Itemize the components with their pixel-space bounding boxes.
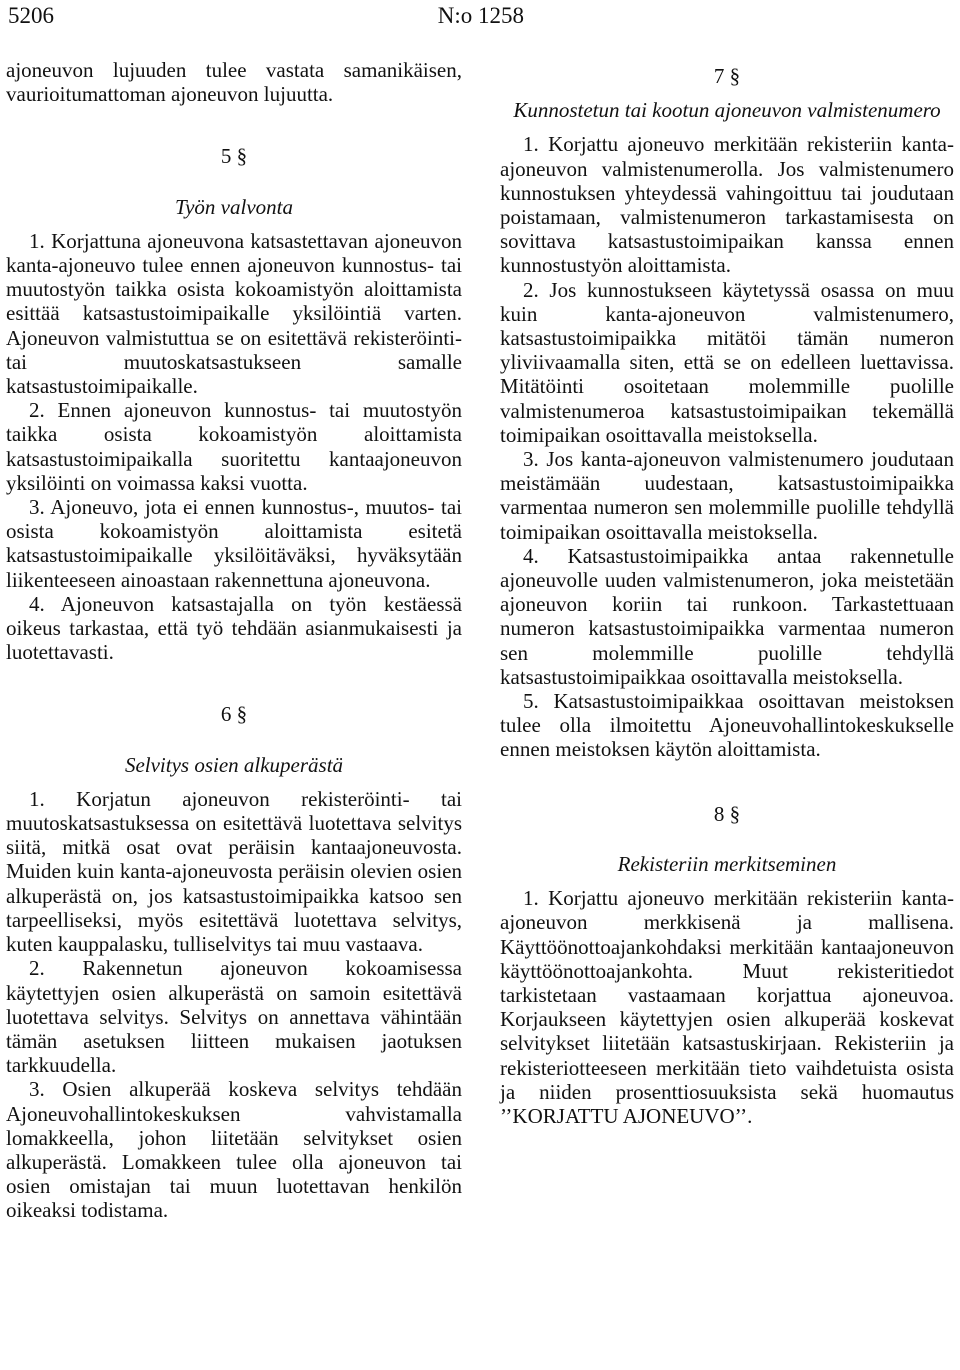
section-6-title: Selvitys osien alkuperästä: [124, 752, 344, 777]
section-7-body: [500, 132, 954, 761]
section-6-paragraph-2: 2. Rakennetun ajoneuvon kokoamisessa käytettyjen osien alkuperästä on samoin esitettävä luotettava selvitys. Selvitys on annettava vähintään tämän asetuksen liitteen mukaisen jaotuksen tarkkuudella.: [6, 956, 462, 1078]
section-7-paragraph-1: 1. Korjattu ajoneuvo merkitään rekisteriin kanta-ajoneuvon valmistenumerolla. Jos valmistenumero kunnostuksen yhteydessä vahingoittuu tai joudutaan poistamaan, valmistenumeron tarkastamisesta on sovittava katsastustoimipaikan kanssa ennen kunnostustyön aloittamista.: [500, 132, 954, 278]
section-7-paragraph-3: 3. Jos kanta-ajoneuvon valmistenumero joudutaan meistämään uudestaan, katsastustoimipaikka varmentaa numeron sen molemmille puolille tehdyllä toimipaikan osoittavalla meistoksella.: [500, 447, 954, 544]
issue-number: N:o 1258: [437, 3, 524, 28]
section-5-title: Työn valvonta: [174, 194, 293, 219]
section-7-paragraph-2: 2. Jos kunnostukseen käytetyssä osassa on muu kuin kanta-ajoneuvon valmistenumero, katsastustoimipaikka mitätöi tämän numeron yliviivaamalla siten, että se on edelleen luettavissa. Mitätöinti osoitetaan molemmille puolille valmistenumeroa katsastustoimipaikan tekemällä toimipaikan osoittavalla meistoksella.: [500, 277, 954, 447]
section-8-paragraph-1: 1. Korjattu ajoneuvo merkitään rekisteriin kanta-ajoneuvon merkkisenä ja mallisena. Käyttöönottoajankohdaksi merkitään kantaajoneuvon käyttöönottoajankohta. Muut rekisteritiedot tarkistetaan vastaamaan korjattua ajoneuvoa. Korjaukseen käytettyjen osien alkuperää koskevat selvitykset liitetään katsastuskirjaan. Rekisteriin ja rekisteriotteeseen merkitään tieto vaihdetuista osista ja niiden prosenttiosuuksista sekä huomautus ’’KORJATTU AJONEUVO’’.: [500, 886, 954, 1128]
left-column: [6, 58, 462, 1223]
section-5-paragraph-2: 2. Ennen ajoneuvon kunnostus- tai muutostyön taikka osista kokoamistyön aloittamista katsastustoimipaikalla suoritettu kantaajoneuvon yksilöinti on voimassa kaksi vuotta.: [6, 398, 462, 495]
section-8-title: Rekisteriin merkitseminen: [617, 851, 837, 876]
right-column: [500, 58, 954, 1128]
section-6-body: [6, 787, 462, 1223]
section-6-paragraph-3: 3. Osien alkuperää koskeva selvitys tehdään Ajoneuvohallintokeskuksen vahvistamalla lomakkeella, johon liitetään selvitykset osien alkuperästä. Lomakkeen tulee olla ajoneuvon tai osien omistajan tai muun luotettavan henkilön oikeaksi todistama.: [6, 1077, 462, 1223]
section-5-number: 5 §: [220, 144, 248, 169]
page-header: [8, 2, 524, 36]
section-7-title: Kunnostetun tai kootun ajoneuvon valmistenumero: [513, 98, 941, 123]
page-number: 5206: [8, 3, 54, 28]
section-5-paragraph-1: 1. Korjattuna ajoneuvona katsastettavan ajoneuvon kanta-ajoneuvo tulee ennen ajoneuvon kunnostus- tai muutostyön taikka osista kokoamistyön aloittamista esittää katsastustoimipaikalle yksilöintiä varten. Ajoneuvon valmistuttua se on esitettävä rekisteröinti- tai muutoskatsastukseen samalle katsastustoimipaikalle.: [6, 228, 462, 399]
section-7-paragraph-5: 5. Katsastustoimipaikkaa osoittavan meistoksen tulee olla ilmoitettu Ajoneuvohallintokeskukselle ennen meistoksen käytön aloittamista.: [500, 689, 954, 762]
section-8-number: 8 §: [713, 801, 741, 826]
section-8-body: [500, 886, 954, 1128]
section-6-paragraph-1: 1. Korjatun ajoneuvon rekisteröinti- tai muutoskatsastuksessa on esitettävä luotettava selvitys siitä, mitkä osat ovat peräisin kantaajoneuvosta. Muiden kuin kanta-ajoneuvosta peräisin olevien osien alkuperästä on, jos katsastustoimipaikka katsoo sen tarpeelliseksi, myös esitettävä luotettava selvitys, kuten kauppalasku, tulliselvitys tai muu vastaava.: [6, 786, 462, 957]
section-7-paragraph-4: 4. Katsastustoimipaikka antaa rakennetulle ajoneuvolle uuden valmistenumeron, joka meistetään ajoneuvon koriin tai runkoon. Tarkastettuaan numeron katsastustoimipaikka varmentaa numeron sen molemmille puolille tehdyllä katsastustoimipaikkaa osoittavalla meistoksella.: [500, 543, 954, 689]
section-5-paragraph-4: 4. Ajoneuvon katsastajalla on työn kestäessä oikeus tarkastaa, että työ tehdään asianmukaisesti ja luotettavasti.: [6, 591, 462, 665]
section-6-number: 6 §: [220, 702, 248, 727]
section-5-paragraph-3: 3. Ajoneuvo, jota ei ennen kunnostus-, muutos- tai osista kokoamistyön aloittamista esitetä katsastustoimipaikalle yksilöitäväksi, hyväksytään liikenteeseen ainoastaan rakennettuna ajoneuvona.: [6, 495, 462, 592]
section-7-number: 7 §: [713, 64, 741, 88]
intro-paragraph: ajoneuvon lujuuden tulee vastata samanikäisen, vaurioitumattoman ajoneuvon lujuutta.: [6, 58, 462, 107]
section-5-body: [6, 229, 462, 665]
